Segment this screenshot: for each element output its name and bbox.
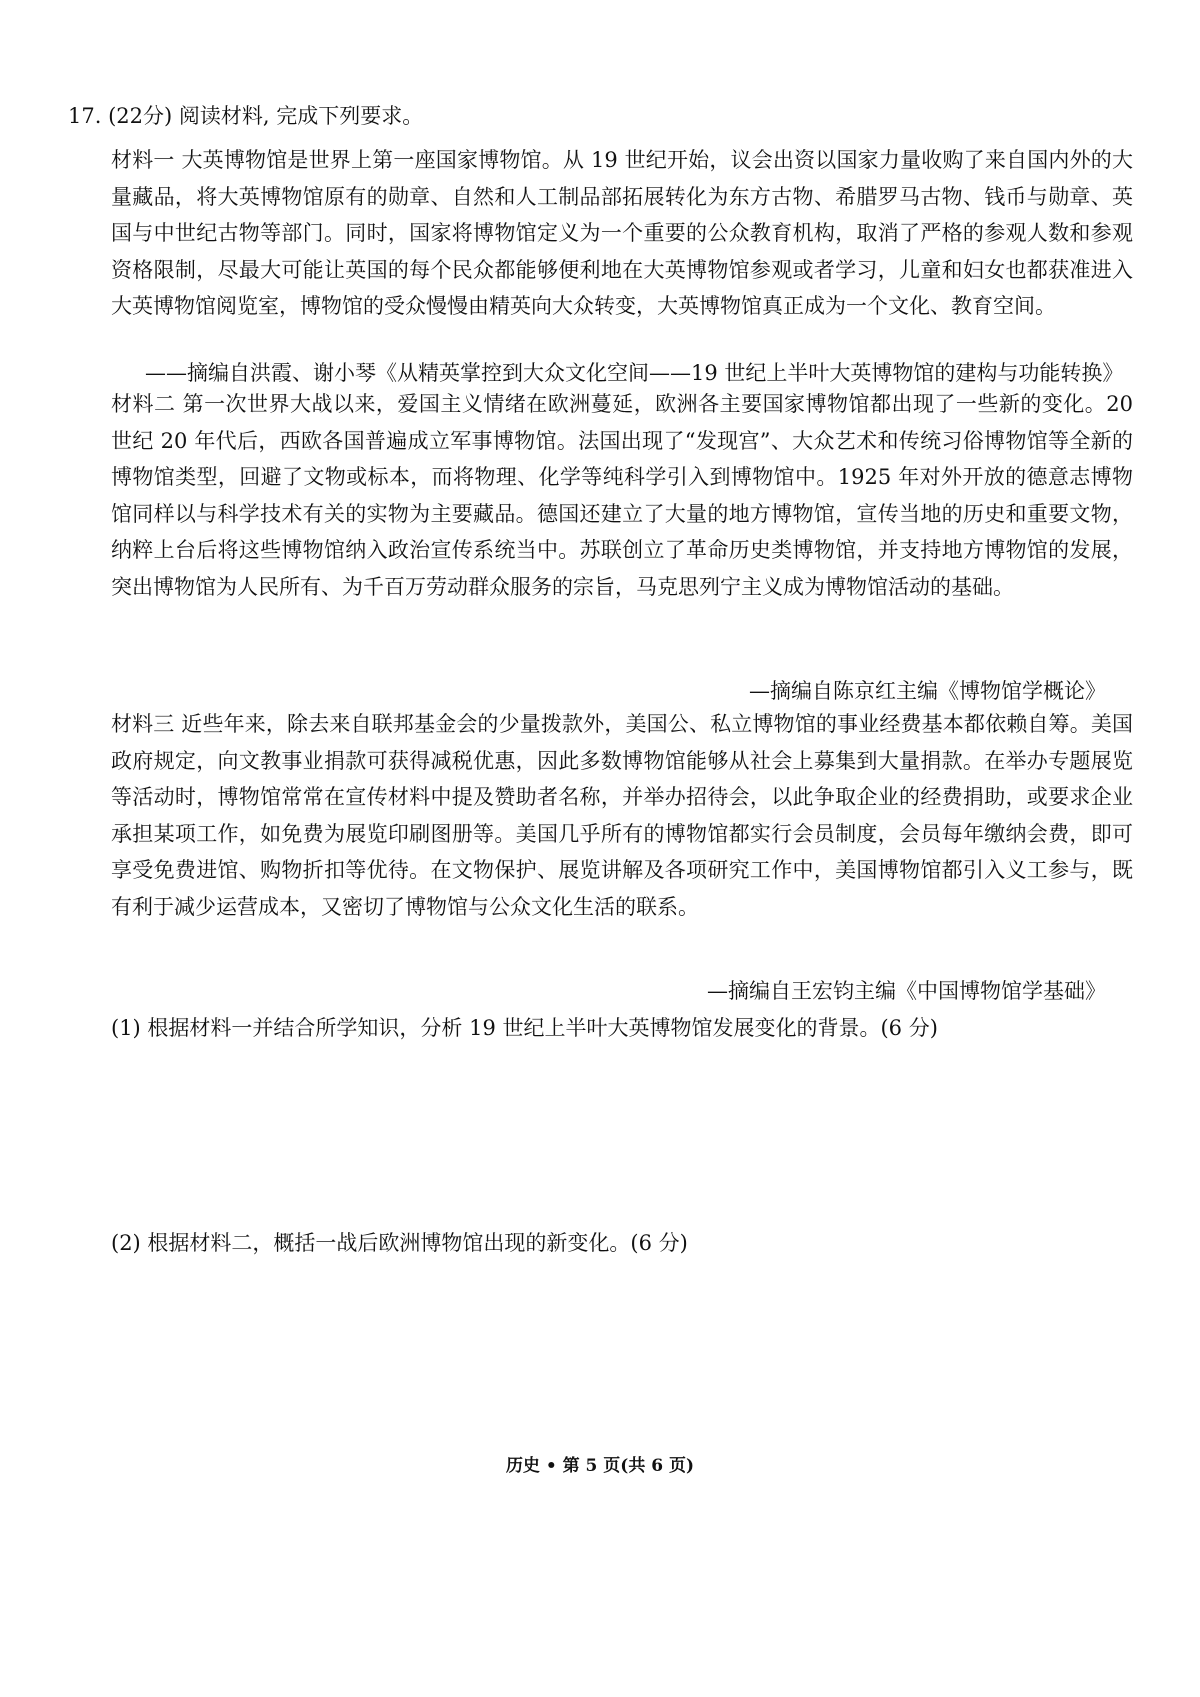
material-two: 材料二 第一次世界大战以来，爱国主义情绪在欧洲蔓延，欧洲各主要国家博物馆都出现了一些新的变化。20 世纪 20 年代后，西欧各国普遍成立军事博物馆。法国出现了“发现宫”、大众艺术和传统习俗博物馆等全新的博物馆类型，回避了文物或标本，而将物理、化学等纯科学引入到博物馆中。1925 年对外开放的德意志博物馆同样以与科学技术有关的实物为主要藏品。德国还建立了大量的地方博物馆，宣传当地的历史和重要文物，纳粹上台后将这些博物馆纳入政治宣传系统当中。苏联创立了革命历史类博物馆，并支持地方博物馆的发展，突出博物馆为人民所有、为千百万劳动群众服务的宗旨，马克思列宁主义成为博物馆活动的基础。: [111, 392, 1133, 599]
material-one-source: ——摘编自洪霞、谢小琴《从精英掌控到大众文化空间——19 世纪上半叶大英博物馆的建构与功能转换》: [145, 361, 1124, 385]
sub-question-1: (1) 根据材料一并结合所学知识，分析 19 世纪上半叶大英博物馆发展变化的背景。(6 分): [111, 1016, 938, 1040]
sub-question-2: (2) 根据材料二，概括一战后欧洲博物馆出现的新变化。(6 分): [111, 1231, 688, 1255]
answer-area-1[interactable]: [111, 1050, 1133, 1220]
page-footer: 历史 • 第 5 页(共 6 页): [505, 1456, 695, 1476]
material-one: 材料一 大英博物馆是世界上第一座国家博物馆。从 19 世纪开始，议会出资以国家力量收购了来自国内外的大量藏品，将大英博物馆原有的勋章、自然和人工制品部拓展转化为东方古物、希腊罗马古物、钱币与勋章、英国与中世纪古物等部门。同时，国家将博物馆定义为一个重要的公众教育机构，取消了严格的参观人数和参观资格限制，尽最大可能让英国的每个民众都能够便利地在大英博物馆参观或者学习，儿童和妇女也都获准进入大英博物馆阅览室，博物馆的受众慢慢由精英向大众转变，大英博物馆真正成为一个文化、教育空间。: [111, 148, 1133, 319]
answer-area-2[interactable]: [111, 1265, 1133, 1435]
material-three-source: —摘编自王宏钧主编《中国博物馆学基础》: [707, 979, 1106, 1003]
material-three: 材料三 近些年来，除去来自联邦基金会的少量拨款外，美国公、私立博物馆的事业经费基本都依赖自筹。美国政府规定，向文教事业捐款可获得减税优惠，因此多数博物馆能够从社会上募集到大量捐款。在举办专题展览等活动时，博物馆常常在宣传材料中提及赞助者名称，并举办招待会，以此争取企业的经费捐助，或要求企业承担某项工作，如免费为展览印刷图册等。美国几乎所有的博物馆都实行会员制度，会员每年缴纳会费，即可享受免费进馆、购物折扣等优待。在文物保护、展览讲解及各项研究工作中，美国博物馆都引入义工参与，既有利于减少运营成本，又密切了博物馆与公众文化生活的联系。: [111, 712, 1133, 919]
question-header: 17. (22分) 阅读材料, 完成下列要求。: [68, 104, 424, 128]
material-two-source: —摘编自陈京红主编《博物馆学概论》: [749, 679, 1106, 703]
